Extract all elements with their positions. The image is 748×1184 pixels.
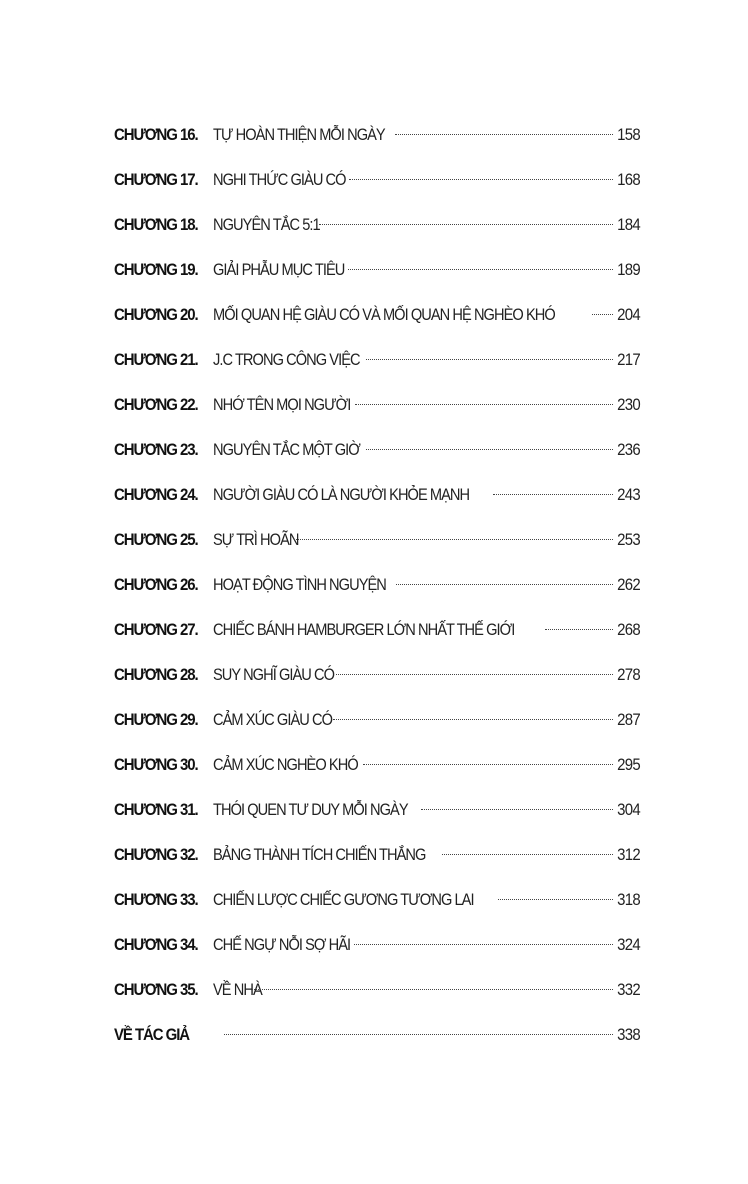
dot-leader (333, 718, 613, 720)
dot-leader (294, 538, 613, 540)
chapter-number: CHƯƠNG 16. (114, 125, 198, 144)
dot-leader (224, 1033, 613, 1035)
toc-entry[interactable] (114, 382, 640, 427)
dot-leader (349, 178, 613, 180)
chapter-title: NHỚ TÊN MỌI NGƯỜI (213, 395, 351, 414)
chapter-title: HOẠT ĐỘNG TÌNH NGUYỆN (213, 575, 386, 594)
chapter-number: CHƯƠNG 35. (114, 980, 198, 999)
dot-leader (366, 448, 613, 450)
toc-entry[interactable] (114, 292, 640, 337)
chapter-number: CHƯƠNG 32. (114, 845, 198, 864)
toc-entry[interactable] (114, 562, 640, 607)
chapter-number: CHƯƠNG 21. (114, 350, 198, 369)
chapter-number: CHƯƠNG 17. (114, 170, 198, 189)
chapter-number: CHƯƠNG 19. (114, 260, 198, 279)
toc-entry[interactable] (114, 517, 640, 562)
chapter-number: CHƯƠNG 31. (114, 800, 198, 819)
page-number: 236 (617, 440, 640, 459)
toc-entry[interactable] (114, 697, 640, 742)
dot-leader (319, 223, 613, 225)
dot-leader (336, 673, 613, 675)
page-number: 168 (617, 170, 640, 189)
toc-entry[interactable] (114, 832, 640, 877)
chapter-title: NGUYÊN TẮC 5:1 (213, 215, 320, 234)
chapter-title: MỐI QUAN HỆ GIÀU CÓ VÀ MỐI QUAN HỆ NGHÈO KHÓ (213, 305, 555, 324)
table-of-contents (114, 112, 640, 1057)
chapter-title: CẢM XÚC NGHÈO KHÓ (213, 755, 358, 774)
chapter-number: CHƯƠNG 33. (114, 890, 198, 909)
chapter-number: CHƯƠNG 24. (114, 485, 198, 504)
page-number: 287 (617, 710, 640, 729)
dot-leader (363, 763, 613, 765)
chapter-number: CHƯƠNG 25. (114, 530, 198, 549)
chapter-title: TỰ HOÀN THIỆN MỖI NGÀY (213, 125, 385, 144)
page-number: 189 (617, 260, 640, 279)
page-number: 304 (617, 800, 640, 819)
page-number: 253 (617, 530, 640, 549)
chapter-title: NGUYÊN TẮC MỘT GIỜ (213, 440, 360, 459)
page-number: 243 (617, 485, 640, 504)
dot-leader (421, 808, 613, 810)
toc-entry[interactable] (114, 157, 640, 202)
toc-entry[interactable] (114, 787, 640, 832)
chapter-number: CHƯƠNG 18. (114, 215, 198, 234)
toc-entry[interactable] (114, 337, 640, 382)
chapter-title: VỀ NHÀ (213, 980, 262, 999)
toc-entry[interactable] (114, 922, 640, 967)
page-number: 338 (617, 1025, 640, 1044)
toc-entry[interactable] (114, 427, 640, 472)
dot-leader (545, 628, 613, 630)
page-number: 158 (617, 125, 640, 144)
toc-entry[interactable] (114, 877, 640, 922)
toc-entry[interactable] (114, 607, 640, 652)
chapter-number: CHƯƠNG 34. (114, 935, 198, 954)
chapter-title: CHIẾN LƯỢC CHIẾC GƯƠNG TƯƠNG LAI (213, 890, 474, 909)
toc-entry[interactable] (114, 472, 640, 517)
page-number: 184 (617, 215, 640, 234)
chapter-number: CHƯƠNG 27. (114, 620, 198, 639)
chapter-title: BẢNG THÀNH TÍCH CHIẾN THẮNG (213, 845, 426, 864)
page-number: 217 (617, 350, 640, 369)
chapter-title: THÓI QUEN TƯ DUY MỖI NGÀY (213, 800, 408, 819)
dot-leader (252, 988, 613, 990)
dot-leader (442, 853, 613, 855)
dot-leader (366, 358, 614, 360)
dot-leader (355, 403, 613, 405)
chapter-number: CHƯƠNG 29. (114, 710, 198, 729)
chapter-title: CẢM XÚC GIÀU CÓ (213, 710, 333, 729)
page-number: 312 (617, 845, 640, 864)
toc-entry[interactable] (114, 247, 640, 292)
chapter-title: SỰ TRÌ HOÃN (213, 530, 299, 549)
toc-entry[interactable] (114, 652, 640, 697)
chapter-number: CHƯƠNG 28. (114, 665, 198, 684)
chapter-title: CHIẾC BÁNH HAMBURGER LỚN NHẤT THẾ GIỚI (213, 620, 515, 639)
toc-entry[interactable] (114, 967, 640, 1012)
toc-entry[interactable] (114, 742, 640, 787)
dot-leader (493, 493, 613, 495)
toc-entry[interactable] (114, 202, 640, 247)
page-number: 318 (617, 890, 640, 909)
page-number: 204 (617, 305, 640, 324)
chapter-number: CHƯƠNG 23. (114, 440, 198, 459)
dot-leader (396, 583, 613, 585)
page-number: 332 (617, 980, 640, 999)
chapter-number: CHƯƠNG 26. (114, 575, 198, 594)
toc-entry[interactable] (114, 112, 640, 157)
chapter-number: CHƯƠNG 30. (114, 755, 198, 774)
dot-leader (592, 313, 613, 315)
page-number: 268 (617, 620, 640, 639)
chapter-title: SUY NGHĨ GIÀU CÓ (213, 665, 335, 684)
about-author-label: VỀ TÁC GIẢ (114, 1025, 190, 1044)
chapter-number: CHƯƠNG 20. (114, 305, 198, 324)
dot-leader (395, 133, 613, 135)
page-number: 230 (617, 395, 640, 414)
dot-leader (354, 943, 613, 945)
chapter-title: NGHI THỨC GIÀU CÓ (213, 170, 346, 189)
chapter-number: CHƯƠNG 22. (114, 395, 198, 414)
toc-entry-about-author[interactable] (114, 1012, 640, 1057)
page-number: 295 (617, 755, 640, 774)
chapter-title: NGƯỜI GIÀU CÓ LÀ NGƯỜI KHỎE MẠNH (213, 485, 470, 504)
dot-leader (498, 898, 613, 900)
dot-leader (348, 268, 613, 270)
chapter-title: CHẾ NGỰ NỖI SỢ HÃI (213, 935, 351, 954)
page-number: 278 (617, 665, 640, 684)
chapter-title: GIẢI PHẪU MỤC TIÊU (213, 260, 345, 279)
page-number: 262 (617, 575, 640, 594)
page-number: 324 (617, 935, 640, 954)
chapter-title: J.C TRONG CÔNG VIỆC (213, 350, 360, 369)
